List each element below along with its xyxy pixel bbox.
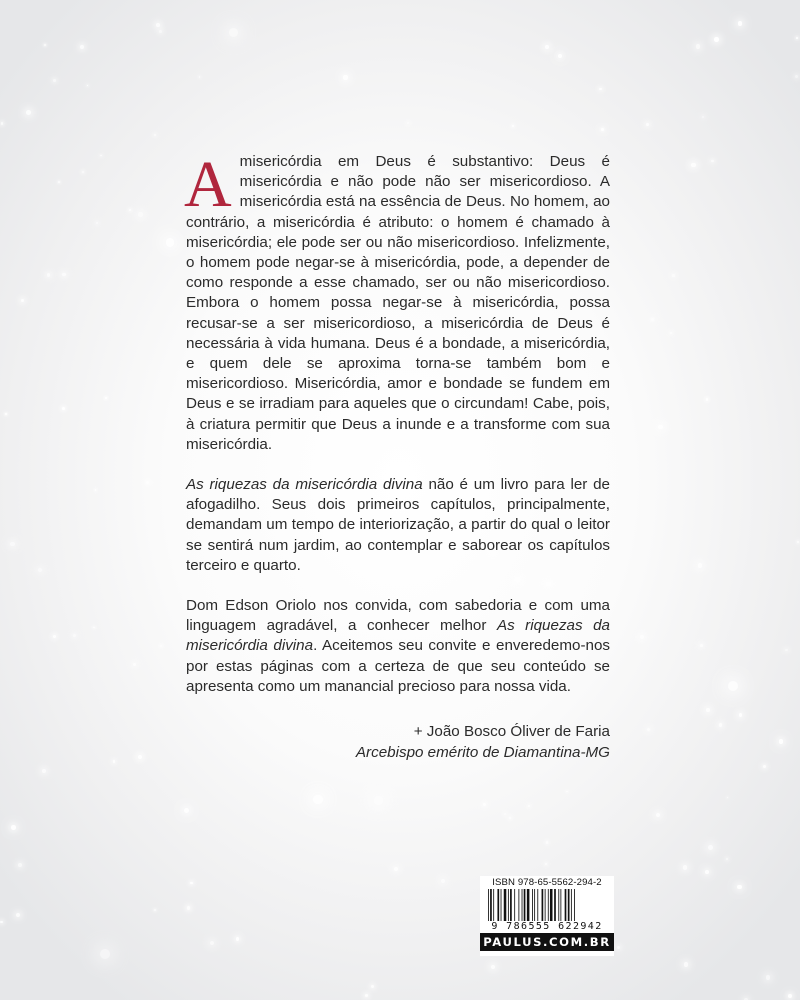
barcode-digits: 9 786555 622942 <box>491 921 603 932</box>
barcode-bar <box>565 889 567 921</box>
barcode-bar <box>488 889 489 921</box>
sparkle-dot <box>73 634 76 637</box>
barcode-icon <box>486 889 608 921</box>
sparkle-dot <box>726 858 728 860</box>
sparkle-dot <box>566 791 568 793</box>
sparkle-dot <box>558 54 562 58</box>
sparkle-dot <box>47 273 50 276</box>
sparkle-dot <box>105 397 107 399</box>
book-title-italic: As riquezas da misericórdia divina <box>186 476 423 494</box>
sparkle-dot <box>640 635 644 639</box>
barcode-bar <box>497 889 499 921</box>
publisher-url: PAULUS.COM.BR <box>480 933 614 951</box>
barcode-bar <box>558 889 559 921</box>
sparkle-dot <box>738 21 743 26</box>
sparkle-dot <box>546 841 548 843</box>
sparkle-dot <box>483 803 486 806</box>
barcode-bar <box>501 889 502 921</box>
sparkle-dot <box>156 23 160 27</box>
barcode-bar <box>548 889 549 921</box>
sparkle-dot <box>80 45 84 49</box>
sparkle-dot <box>371 985 374 988</box>
sparkle-dot <box>651 318 654 321</box>
barcode-bar <box>510 889 512 921</box>
sparkle-dot <box>16 913 20 917</box>
sparkle-dot <box>795 75 798 78</box>
sparkle-dot <box>698 563 703 568</box>
sparkle-dot <box>21 299 24 302</box>
sparkle-dot <box>728 681 738 691</box>
isbn-number: ISBN 978-65-5562-294-2 <box>492 877 602 888</box>
sparkle-dot <box>62 407 65 410</box>
sparkle-dot <box>100 949 110 959</box>
sparkle-dot <box>26 110 31 115</box>
sparkle-dot <box>93 627 95 629</box>
sparkle-dot <box>545 45 549 49</box>
sparkle-dot <box>647 728 650 731</box>
barcode-bar <box>574 889 575 921</box>
sparkle-dot <box>18 863 22 867</box>
barcode-bar <box>571 889 572 921</box>
barcode-bar <box>518 889 519 921</box>
sparkle-dot <box>95 489 97 491</box>
barcode-bar <box>568 889 570 921</box>
sparkle-dot <box>313 795 322 804</box>
barcode-bar <box>554 889 556 921</box>
barcode-bar <box>514 889 515 921</box>
blurb-paragraph-3 <box>186 596 610 697</box>
sparkle-dot <box>82 171 84 173</box>
sparkle-dot <box>441 879 445 883</box>
barcode-bar <box>545 889 546 921</box>
sparkle-dot <box>766 975 771 980</box>
sparkle-dot <box>763 765 766 768</box>
sparkle-dot <box>705 870 709 874</box>
sparkle-dot <box>190 882 192 884</box>
sparkle-dot <box>617 946 620 949</box>
sparkle-dot <box>656 813 660 817</box>
paragraph-1-text: misericórdia em Deus é substantivo: Deus é misericórdia e não pode não ser misericordioso. A misericórdia está na essência de Deus. No homem, ao contrário, a misericórdia é atributo: o homem é chamado à misericórdia; ele pode ser ou não misericordioso. Infelizmente, o homem pode negar-se à misericórdia, pode, a depender de como responde a esse chamado, ser ou não misericordioso. Embora o homem possa negar-se à misericórdia, possa recusar-se a ser misericordioso, a misericórdia de Deus é necessária à vida humana. Deus é a bondade, a misericórdia, e quem dele se aproxima torna-se também bom e misericordioso. Misericórdia, amor e bondade se fundem em Deus e se irradiam para aqueles que o circundam! Cabe, pois, à criatura permitir que Deus a inunde e a transforme com sua misericórdia. <box>186 153 610 453</box>
sparkle-dot <box>166 238 175 247</box>
sparkle-dot <box>708 845 713 850</box>
sparkle-dot <box>797 541 799 543</box>
sparkle-dot <box>154 909 156 911</box>
sparkle-dot <box>113 760 116 763</box>
sparkle-dot <box>159 30 162 33</box>
sparkle-dot <box>711 160 714 163</box>
blurb-paragraph-1 <box>184 148 610 455</box>
sparkle-dot <box>646 123 649 126</box>
sparkle-dot <box>528 805 530 807</box>
blurb-text <box>184 148 610 717</box>
sparkle-dot <box>737 885 742 890</box>
sparkle-dot <box>509 817 511 819</box>
book-title-italic-2: As riquezas da misericórdia divina <box>186 617 610 655</box>
blurb-paragraph-2 <box>186 475 610 576</box>
sparkle-dot <box>491 965 495 969</box>
sparkle-dot <box>684 962 688 966</box>
sparkle-dot <box>138 212 143 217</box>
sparkle-dot <box>727 797 729 799</box>
barcode-bar <box>524 889 526 921</box>
barcode-bar <box>532 889 533 921</box>
barcode-bar <box>527 889 530 921</box>
sparkle-dot <box>672 274 675 277</box>
sparkle-dot <box>343 75 347 79</box>
sparkle-dot <box>0 921 3 924</box>
sparkle-dot <box>702 116 705 119</box>
sparkle-dot <box>504 813 506 815</box>
sparkle-dot <box>719 723 722 726</box>
sparkle-dot <box>138 755 142 759</box>
sparkle-dot <box>691 163 695 167</box>
sparkle-dot <box>62 273 66 277</box>
barcode-bar <box>508 889 509 921</box>
sparkle-dot <box>42 769 46 773</box>
barcode-bar <box>560 889 561 921</box>
sparkle-dot <box>394 867 398 871</box>
sparkle-dot <box>658 425 663 430</box>
barcode-bar <box>493 889 494 921</box>
sparkle-dot <box>696 44 700 48</box>
sparkle-dot <box>58 181 60 183</box>
barcode-bar <box>490 889 492 921</box>
sparkle-dot <box>5 413 7 415</box>
sparkle-dot <box>683 865 687 869</box>
sparkle-dot <box>160 645 162 647</box>
sparkle-dot <box>146 481 149 484</box>
barcode-bar <box>550 889 553 921</box>
barcode-bar <box>534 889 535 921</box>
sparkle-dot <box>599 88 602 91</box>
paragraph-2-text: não é um livro para ler de afogadilho. Seus dois primeiros capítulos, principalmente, demandam um tempo de interiorização, a partir do qual o leitor se sentirá num jardim, ao contemplar e saborear os capítulos terceiro e quarto. <box>186 476 610 574</box>
sparkle-dot <box>100 155 102 157</box>
barcode-bar <box>537 889 538 921</box>
sparkle-dot <box>187 906 190 909</box>
sparkle-dot <box>512 125 514 127</box>
sparkle-dot <box>779 739 784 744</box>
sparkle-dot <box>87 85 89 87</box>
barcode-bar <box>542 889 544 921</box>
sparkle-dot <box>133 663 136 666</box>
sparkle-dot <box>706 398 708 400</box>
sparkle-dot <box>785 649 788 652</box>
sparkle-dot <box>38 568 42 572</box>
sparkle-dot <box>1 122 3 124</box>
barcode-label <box>480 876 614 956</box>
sparkle-dot <box>407 122 409 124</box>
sparkle-dot <box>53 79 56 82</box>
sparkle-dot <box>229 28 238 37</box>
sparkle-dot <box>545 863 547 865</box>
sparkle-dot <box>210 941 215 946</box>
sparkle-dot <box>788 994 792 998</box>
sparkle-dot <box>700 644 703 647</box>
sparkle-dot <box>199 76 201 78</box>
author-name: + João Bosco Óliver de Faria <box>413 723 610 740</box>
drop-cap-letter: A <box>184 148 232 221</box>
sparkle-dot <box>365 994 368 997</box>
sparkle-dot <box>44 44 46 46</box>
sparkle-dot <box>374 796 383 805</box>
sparkle-dot <box>796 37 798 39</box>
sparkle-dot <box>236 937 239 940</box>
sparkle-dot <box>10 542 14 546</box>
sparkle-dot <box>184 808 189 813</box>
sparkle-dot <box>739 713 742 716</box>
barcode-bar <box>504 889 507 921</box>
sparkle-dot <box>670 332 672 334</box>
sparkle-dot <box>154 134 156 136</box>
paragraph-3-text: . Aceitemos seu convite e enveredemo-nos por estas páginas com a certeza de que seu conteúdo se apresenta como um manancial precioso para nossa vida. <box>186 637 610 695</box>
sparkle-dot <box>53 635 56 638</box>
sparkle-dot <box>601 128 604 131</box>
sparkle-dot <box>714 37 719 42</box>
sparkle-dot <box>129 209 131 211</box>
author-title: Arcebispo emérito de Diamantina-MG <box>355 743 610 761</box>
sparkle-dot <box>96 222 99 225</box>
signature-block <box>330 722 610 763</box>
sparkle-dot <box>11 825 16 830</box>
barcode-bar <box>522 889 523 921</box>
paragraph-3-start: Dom Edson Oriolo nos convida, com sabedoria e com uma linguagem agradável, a conhecer melhor <box>186 597 610 635</box>
sparkle-dot <box>706 708 710 712</box>
